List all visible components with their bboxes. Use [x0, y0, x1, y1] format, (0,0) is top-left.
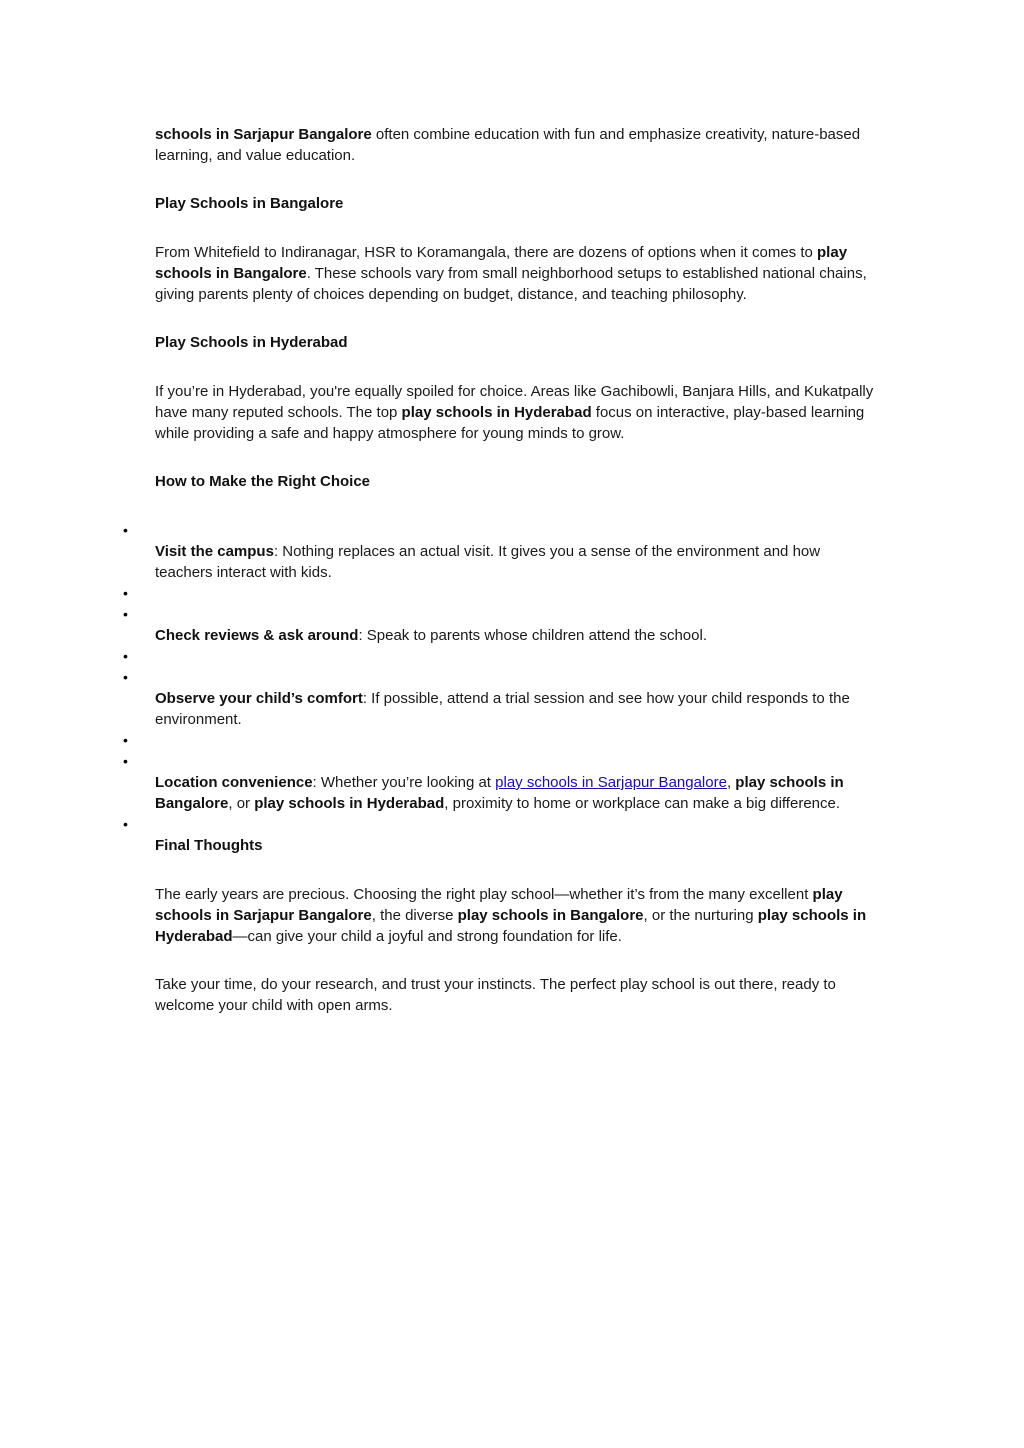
list-bullet: •: [123, 816, 128, 832]
heading-play-schools-hyderabad: Play Schools in Hyderabad: [155, 334, 348, 351]
list-item-location-convenience: Location convenience: Whether you’re looking at play schools in Sarjapur Bangalore, play schools in Bangalore, or play schools in Hyderabad, proximity to home or workplace can make a big difference.: [155, 774, 844, 812]
hyderabad-bold-term: play schools in Hyderabad: [401, 404, 592, 421]
list-bullet: •: [123, 669, 128, 685]
closing-paragraph: Take your time, do your research, and trust your instincts. The perfect play school is out there, ready to welcome your child with open arms.: [155, 976, 836, 1014]
list-item-visit-campus: Visit the campus: Nothing replaces an actual visit. It gives you a sense of the environment and how teachers interact with kids.: [155, 543, 821, 581]
list-item-observe-comfort: Observe your child’s comfort: If possible, attend a trial session and see how your child responds to the environment.: [155, 690, 850, 728]
intro-paragraph: [155, 124, 875, 166]
hyderabad-paragraph: If you’re in Hyderabad, you're equally spoiled for choice. Areas like Gachibowli, Banjara Hills, and Kukatpally have many reputed schools. The top play schools in Hyderabad focus on interactive, play-based learning while providing a safe and happy atmosphere for young minds to grow.: [155, 383, 874, 442]
heading-right-choice: How to Make the Right Choice: [155, 473, 371, 490]
list-bullet: •: [123, 585, 128, 601]
list-item-check-reviews: Check reviews & ask around: Speak to parents whose children attend the school.: [155, 627, 707, 644]
bangalore-paragraph: From Whitefield to Indiranagar, HSR to Koramangala, there are dozens of options when it comes to play schools in Bangalore. These schools vary from small neighborhood setups to established national chains, giving parents plenty of choices depending on budget, distance, and teaching philosophy.: [155, 244, 867, 303]
list-bullet: •: [123, 753, 128, 769]
final-paragraph: The early years are precious. Choosing the right play school—whether it’s from the many excellent play schools in Sarjapur Bangalore, the diverse play schools in Bangalore, or the nurturing play schools in Hyderabad—can give your child a joyful and strong foundation for life.: [155, 886, 867, 945]
list-bullet: •: [123, 606, 128, 622]
list-bullet: •: [123, 648, 128, 664]
list-bullet: •: [123, 522, 128, 538]
intro-text: often combine education with fun and emphasize creativity, nature-based learning, and value education.: [155, 126, 861, 164]
intro-bold-term: schools in Sarjapur Bangalore: [155, 126, 372, 143]
bangalore-bold-term: play schools in Bangalore: [155, 244, 848, 282]
heading-final-thoughts: Final Thoughts: [155, 837, 263, 854]
sarjapur-link[interactable]: play schools in Sarjapur Bangalore: [495, 774, 727, 791]
list-bullet: •: [123, 732, 128, 748]
heading-play-schools-bangalore: Play Schools in Bangalore: [155, 195, 344, 212]
